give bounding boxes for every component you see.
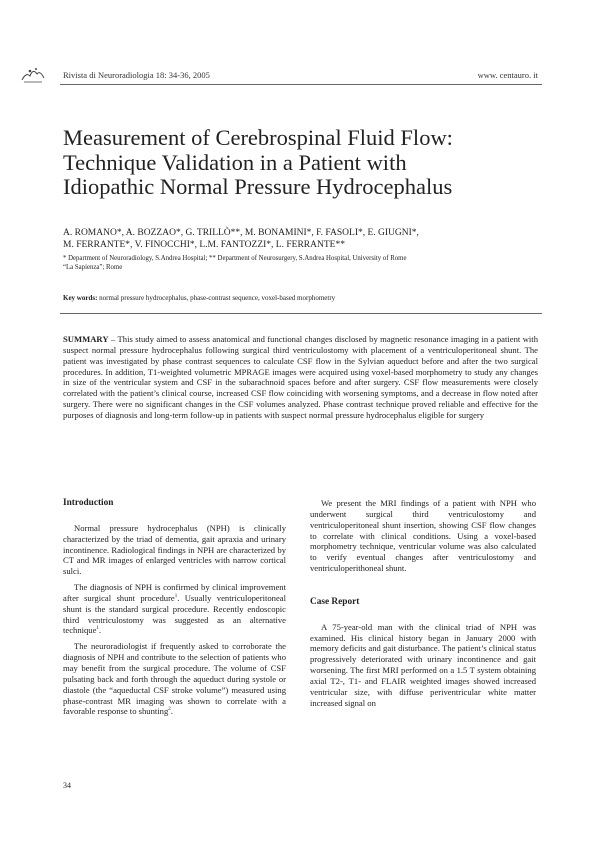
intro-paragraph-3: The neuroradiologist if frequently asked to corroborate the diagnosis of NPH and contribute to the selection of patients who may benefit from the surgical procedure. The volume of CSF pulsating back and forth through the aqueduct during systole or diastole (the “aqueductal CSF stroke volume”) measured using phase-contrast MR imaging was shown to correlate with a favorable response to shunting$^2$. [63, 641, 286, 717]
keywords-divider [60, 313, 542, 314]
reference-marker: 1 [174, 594, 178, 600]
keywords-label: Key words: [63, 294, 98, 302]
affiliation-line: * Department of Neuroradiology, S.Andrea Hospital; ** Department of Neurosurgery, S.Andrea Hospital, University of Rome [63, 255, 407, 262]
title-line: Idiopathic Normal Pressure Hydrocephalus [63, 174, 453, 199]
page-number: 34 [63, 781, 71, 790]
intro-paragraph-2: The diagnosis of NPH is confirmed by clinical improvement after surgical shunt procedure$^1$. Usually ventriculoperitoneal shunt is the standard surgical procedure. Recently endoscopic third ventriculostomy was suggested as an alternative technique$^1$. [63, 582, 286, 636]
right-column [310, 498, 536, 709]
section-heading-introduction: Introduction [63, 498, 114, 508]
title-line: Measurement of Cerebrospinal Fluid Flow: [63, 125, 453, 150]
reference-marker: 2 [168, 707, 171, 713]
author-list [63, 228, 543, 251]
affiliation-line: “La Sapienza”; Rome [63, 264, 123, 271]
author-line: M. FERRANTE*, V. FINOCCHI*, L.M. FANTOZZI*, L. FERRANTE** [63, 239, 345, 250]
reference-marker: 1 [96, 626, 99, 632]
journal-website: www. centauro. it [477, 70, 538, 80]
intro-paragraph-4: We present the MRI findings of a patient with NPH who underwent surgical third ventriculostomy and ventriculoperitoneal shunt insertion, showing CSF flow changes to correlate with clinical conditions. Using a voxel-based morphometry technique, ventricular volume was also calculated to verify eventual changes after ventriculostomy and ventriculoperithoneal shunt. [310, 498, 536, 574]
summary-text: – This study aimed to assess anatomical and functional changes disclosed by magnetic resonance imaging in a patient with suspect normal pressure hydrocephalus following surgical third ventriculostomy with placement of a ventriculoperitoneal shunt. The patient was investigated by phase contrast sequences to calculate CSF flow in the Sylvian aqueduct before and after the two surgical procedures. In addition, T1-weighted volumetric MPRAGE images were acquired using voxel-based morphometry to study any changes in size of the ventricular system and CSF in the subarachnoid spaces before and after surgery. CSF flow measurements were closely correlated with the patient’s clinical course, increased CSF flow coinciding with worsening symptoms, and a decrease in flow noted after surgery. There were no significant changes in the CSF volumes analyzed. Phase contrast technique proved reliable and effective for the purposes of diagnosis and long-term follow-up in patients with suspect normal pressure hydrocephalus eligible for surgery [63, 334, 538, 420]
intro-paragraph-1: Normal pressure hydrocephalus (NPH) is clinically characterized by the triad of dementia, gait apraxia and urinary incontinence. Radiological findings in NPH are characterized by CT and MR images of enlarged ventricles with narrow cortical sulci. [63, 522, 286, 577]
summary-abstract [63, 334, 538, 421]
summary-label: SUMMARY [63, 334, 109, 344]
title-line: Technique Validation in a Patient with [63, 149, 407, 175]
left-column [63, 498, 286, 717]
article-title [63, 126, 543, 200]
journal-logo-icon [20, 62, 46, 84]
keywords [63, 294, 543, 303]
author-line: A. ROMANO*, A. BOZZAO*, G. TRILLÒ**, M. BONAMINI*, F. FASOLI*, E. GIUGNI*, [63, 228, 419, 238]
journal-citation: Rivista di Neuroradiologia 18: 34-36, 2005 [63, 70, 210, 80]
keywords-text: normal pressure hydrocephalus, phase-contrast sequence, voxel-based morphometry [99, 294, 336, 302]
affiliations [63, 254, 543, 272]
header-divider [60, 84, 542, 85]
section-heading-case-report: Case Report [310, 596, 360, 607]
case-report-paragraph: A 75-year-old man with the clinical triad of NPH was examined. His clinical history began in January 2000 with memory deficits and gait disturbance. The patient’s clinical status progressively deteriorated with urinary incontinence and gait worsening. The first MRI performed on a 1.5 T system obtaining axial T2-, T1- and FLAIR weighted images showed increased ventricular size, with diffuse periventricular white matter increased signal on [310, 621, 536, 708]
